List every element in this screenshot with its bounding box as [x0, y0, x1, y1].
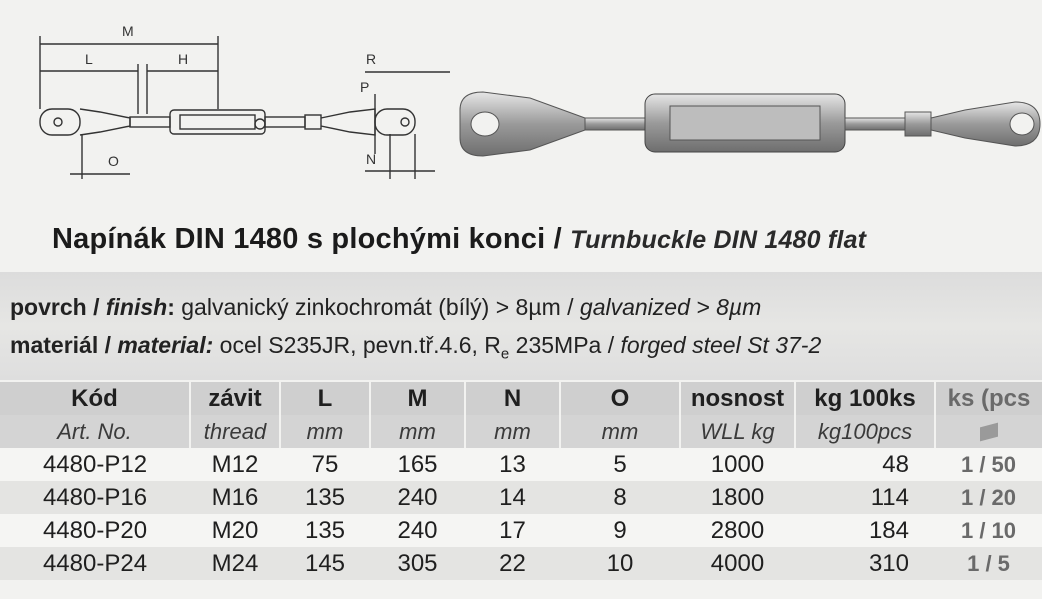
- cell-O: 9: [560, 514, 680, 547]
- col-header-wll: nosnost: [680, 382, 795, 415]
- cell-L: 135: [280, 514, 370, 547]
- package-box-icon: [980, 422, 998, 441]
- title-cz: Napínák DIN 1480 s plochými konci /: [52, 223, 571, 255]
- cell-weight: 184: [795, 514, 935, 547]
- specs-panel: [0, 272, 1042, 380]
- cell-N: 14: [465, 481, 560, 514]
- col-header-O: O: [560, 382, 680, 415]
- cell-thread: M16: [190, 481, 280, 514]
- cell-L: 135: [280, 481, 370, 514]
- col-sub-thread: thread: [190, 415, 280, 448]
- dim-label-N: N: [366, 151, 377, 167]
- cell-weight: 48: [795, 448, 935, 481]
- col-header-weight: kg 100ks: [795, 382, 935, 415]
- finish-spec: [10, 294, 761, 321]
- material-spec: [10, 332, 821, 363]
- finish-colon: :: [167, 294, 175, 320]
- finish-value-cz: galvanický zinkochromát (bílý) > 8µm /: [174, 294, 580, 320]
- material-subscript: e: [500, 345, 510, 363]
- material-value-en: forged steel St 37-2: [620, 332, 822, 358]
- col-sub-code: Art. No.: [0, 415, 190, 448]
- turnbuckle-product-photo: [455, 80, 1042, 170]
- col-sub-L: mm: [280, 415, 370, 448]
- cell-code: 4480-P16: [0, 481, 190, 514]
- col-sub-pcs: [935, 415, 1042, 448]
- cell-pcs: 1 / 5: [935, 547, 1042, 580]
- finish-label-en: finish: [105, 294, 168, 320]
- cell-wll: 1000: [680, 448, 795, 481]
- cell-M: 305: [370, 547, 465, 580]
- cell-code: 4480-P12: [0, 448, 190, 481]
- cell-pcs: 1 / 50: [935, 448, 1042, 481]
- dim-label-P: P: [360, 79, 370, 95]
- product-table: [0, 382, 1042, 580]
- table-header-row: [0, 382, 1042, 415]
- cell-thread: M12: [190, 448, 280, 481]
- dim-label-H: H: [178, 51, 189, 67]
- cell-N: 13: [465, 448, 560, 481]
- cell-pcs: 1 / 10: [935, 514, 1042, 547]
- col-sub-N: mm: [465, 415, 560, 448]
- table-subheader-row: [0, 415, 1042, 448]
- col-sub-O: mm: [560, 415, 680, 448]
- cell-wll: 1800: [680, 481, 795, 514]
- cell-N: 22: [465, 547, 560, 580]
- material-value-cz2: 235MPa /: [509, 332, 621, 358]
- cell-wll: 2800: [680, 514, 795, 547]
- cell-thread: M24: [190, 547, 280, 580]
- cell-M: 240: [370, 514, 465, 547]
- cell-O: 8: [560, 481, 680, 514]
- cell-M: 240: [370, 481, 465, 514]
- table-row: [0, 481, 1042, 514]
- material-value-cz: ocel S235JR, pevn.tř.4.6, R: [213, 332, 501, 358]
- finish-label-cz: povrch /: [10, 294, 106, 320]
- col-header-thread: závit: [190, 382, 280, 415]
- col-sub-M: mm: [370, 415, 465, 448]
- cell-thread: M20: [190, 514, 280, 547]
- cell-L: 75: [280, 448, 370, 481]
- cell-L: 145: [280, 547, 370, 580]
- dim-label-L: L: [85, 51, 93, 67]
- title-en: Turnbuckle DIN 1480 flat: [570, 226, 867, 254]
- table-row: [0, 547, 1042, 580]
- material-label-cz: materiál /: [10, 332, 118, 358]
- cell-O: 5: [560, 448, 680, 481]
- col-header-M: M: [370, 382, 465, 415]
- cell-wll: 4000: [680, 547, 795, 580]
- col-header-pcs: ks (pcs: [935, 382, 1042, 415]
- material-label-en: material:: [117, 332, 214, 358]
- page-title: [52, 223, 866, 256]
- finish-value-en: galvanized > 8µm: [579, 294, 762, 320]
- table-row: [0, 448, 1042, 481]
- cell-weight: 114: [795, 481, 935, 514]
- cell-code: 4480-P20: [0, 514, 190, 547]
- col-header-N: N: [465, 382, 560, 415]
- dim-label-O: O: [108, 153, 119, 169]
- dim-label-M: M: [122, 23, 134, 39]
- turnbuckle-dimension-drawing: [30, 14, 460, 194]
- cell-weight: 310: [795, 547, 935, 580]
- cell-pcs: 1 / 20: [935, 481, 1042, 514]
- cell-O: 10: [560, 547, 680, 580]
- dim-label-R: R: [366, 51, 377, 67]
- table-row: [0, 514, 1042, 547]
- col-sub-wll: WLL kg: [680, 415, 795, 448]
- cell-N: 17: [465, 514, 560, 547]
- col-header-code: Kód: [0, 382, 190, 415]
- col-header-L: L: [280, 382, 370, 415]
- cell-M: 165: [370, 448, 465, 481]
- cell-code: 4480-P24: [0, 547, 190, 580]
- col-sub-weight: kg100pcs: [795, 415, 935, 448]
